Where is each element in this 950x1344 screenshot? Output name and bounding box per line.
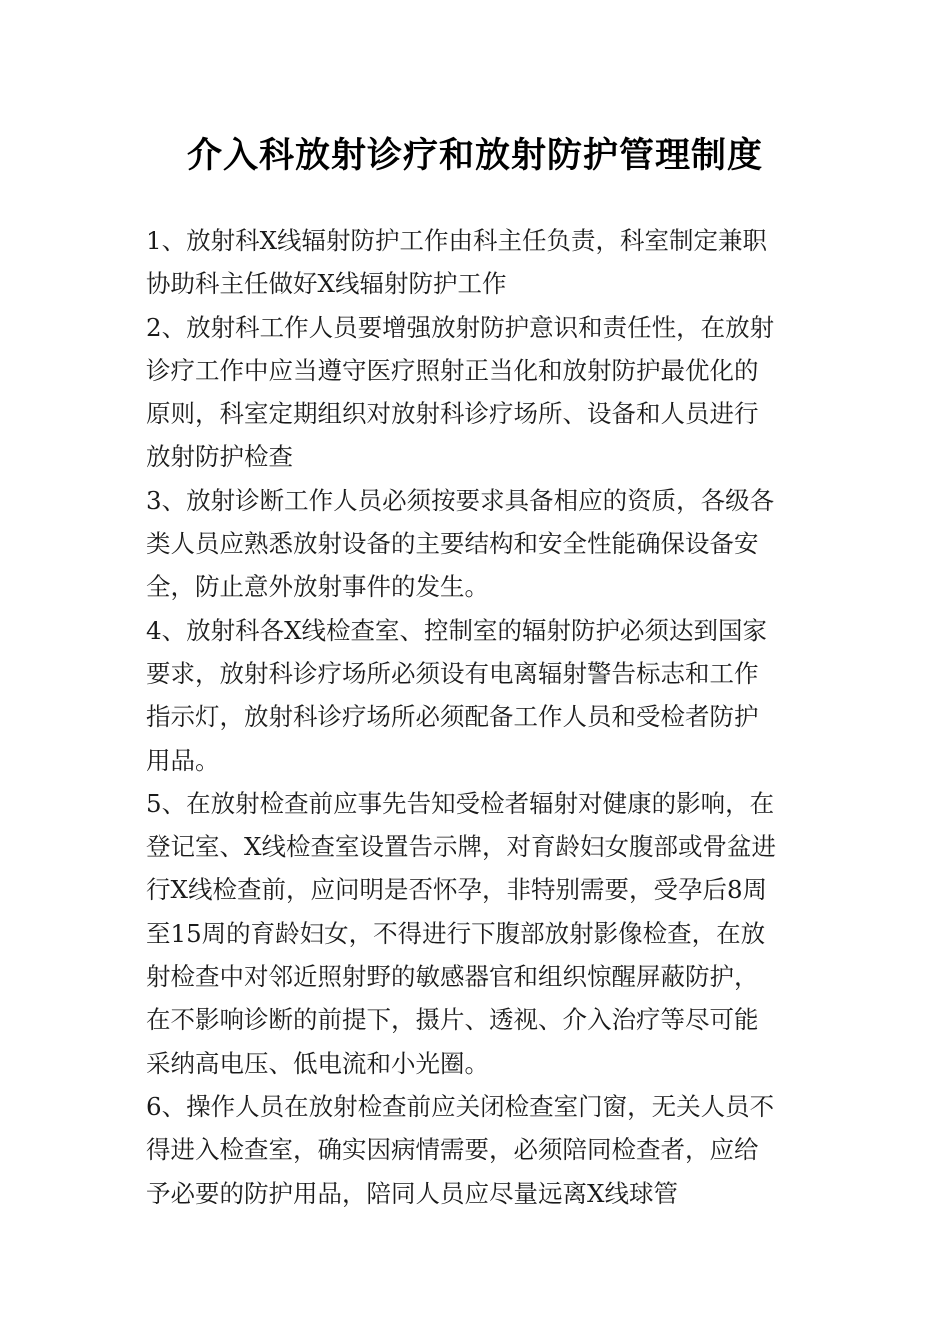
body-line: 用品。 [146, 745, 220, 775]
body-line: 原则，科室定期组织对放射科诊疗场所、设备和人员进行 [146, 399, 759, 429]
body-line: 诊疗工作中应当遵守医疗照射正当化和放射防护最优化的 [146, 355, 759, 385]
document-body [146, 219, 806, 1215]
body-line: 2、放射科工作人员要增强放射防护意识和责任性，在放射 [146, 312, 775, 342]
body-line: 6、操作人员在放射检查前应关闭检查室门窗，无关人员不 [146, 1091, 775, 1121]
body-line: 指示灯，放射科诊疗场所必须配备工作人员和受检者防护 [146, 702, 759, 732]
body-line: 要求，放射科诊疗场所必须设有电离辐射警告标志和工作 [146, 658, 759, 688]
body-line: 协助科主任做好X线辐射防护工作 [146, 269, 507, 299]
body-line: 登记室、X线检查室设置告示牌，对育龄妇女腹部或骨盆进 [146, 832, 776, 862]
body-line: 予必要的防护用品，陪同人员应尽量远离X线球管 [146, 1178, 678, 1208]
document-title: 介入科放射诊疗和放射防护管理制度 [186, 135, 763, 176]
body-line: 5、在放射检查前应事先告知受检者辐射对健康的影响，在 [146, 788, 775, 818]
body-line: 放射防护检查 [146, 442, 293, 472]
body-line: 4、放射科各X线检查室、控制室的辐射防护必须达到国家 [146, 615, 768, 645]
body-line: 采纳高电压、低电流和小光圈。 [146, 1048, 489, 1078]
body-line: 得进入检查室，确实因病情需要，必须陪同检查者，应给 [146, 1135, 759, 1165]
body-line: 类人员应熟悉放射设备的主要结构和安全性能确保设备安 [146, 529, 759, 559]
body-line: 在不影响诊断的前提下，摄片、透视、介入治疗等尽可能 [146, 1005, 759, 1035]
body-line: 全，防止意外放射事件的发生。 [146, 572, 489, 602]
body-line: 至15周的育龄妇女，不得进行下腹部放射影像检查，在放 [146, 918, 766, 948]
body-line: 1、放射科X线辐射防护工作由科主任负责，科室制定兼职 [146, 226, 768, 255]
body-line: 3、放射诊断工作人员必须按要求具备相应的资质，各级各 [146, 485, 775, 515]
body-line: 行X线检查前，应问明是否怀孕，非特别需要，受孕后8周 [146, 875, 768, 905]
body-line: 射检查中对邻近照射野的敏感器官和组织惊醒屏蔽防护， [146, 962, 759, 992]
